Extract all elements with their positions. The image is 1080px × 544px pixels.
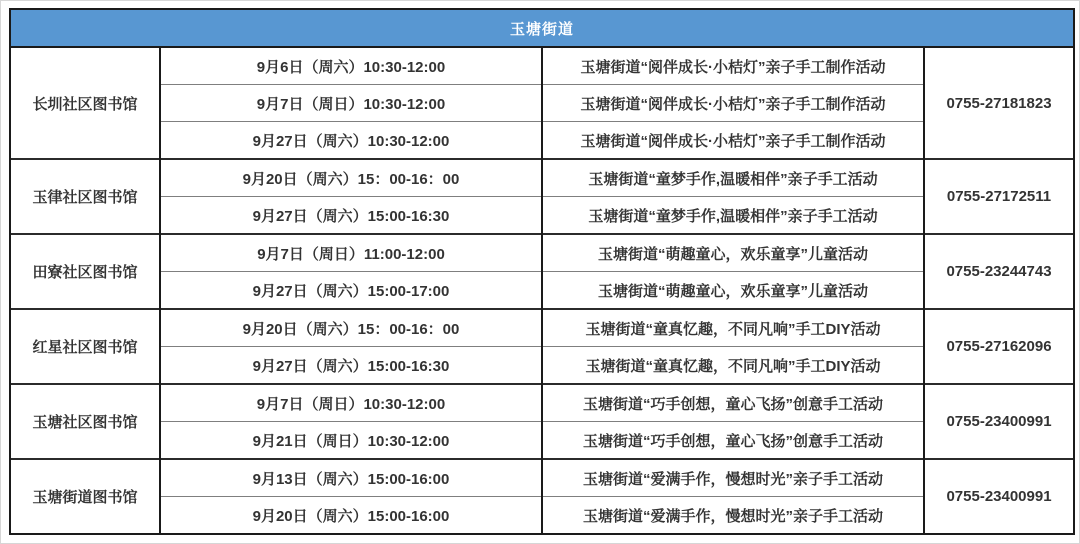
library-name-cell: 玉律社区图书馆 — [10, 159, 160, 234]
schedule-row — [10, 459, 1074, 497]
session-datetime-cell: 9月27日（周六）15:00-16:30 — [160, 197, 542, 235]
session-datetime-cell: 9月20日（周六）15：00-16：00 — [160, 159, 542, 197]
activity-name-cell: 玉塘街道“阅伴成长·小桔灯”亲子手工制作活动 — [542, 47, 924, 85]
table-body — [10, 47, 1074, 534]
phone-number-cell: 0755-27172511 — [924, 159, 1074, 234]
session-datetime-cell: 9月27日（周六）15:00-16:30 — [160, 347, 542, 385]
schedule-row — [10, 497, 1074, 535]
activity-name-cell: 玉塘街道“童梦手作,温暖相伴”亲子手工活动 — [542, 159, 924, 197]
schedule-row — [10, 347, 1074, 385]
schedule-row — [10, 159, 1074, 197]
session-datetime-cell: 9月7日（周日）11:00-12:00 — [160, 234, 542, 272]
schedule-row — [10, 122, 1074, 160]
activity-name-cell: 玉塘街道“萌趣童心，欢乐童享”儿童活动 — [542, 234, 924, 272]
activity-name-cell: 玉塘街道“阅伴成长·小桔灯”亲子手工制作活动 — [542, 122, 924, 160]
library-name-cell: 玉塘街道图书馆 — [10, 459, 160, 534]
schedule-row — [10, 85, 1074, 122]
activity-name-cell: 玉塘街道“巧手创想，童心飞扬”创意手工活动 — [542, 384, 924, 422]
schedule-row — [10, 422, 1074, 460]
library-name-cell: 红星社区图书馆 — [10, 309, 160, 384]
schedule-row — [10, 272, 1074, 310]
activity-name-cell: 玉塘街道“童梦手作,温暖相伴”亲子手工活动 — [542, 197, 924, 235]
schedule-row — [10, 384, 1074, 422]
schedule-row — [10, 47, 1074, 85]
library-name-cell: 玉塘社区图书馆 — [10, 384, 160, 459]
phone-number-cell: 0755-23400991 — [924, 384, 1074, 459]
activity-name-cell: 玉塘街道“萌趣童心，欢乐童享”儿童活动 — [542, 272, 924, 310]
session-datetime-cell: 9月27日（周六）15:00-17:00 — [160, 272, 542, 310]
schedule-row — [10, 309, 1074, 347]
session-datetime-cell: 9月7日（周日）10:30-12:00 — [160, 85, 542, 122]
session-datetime-cell: 9月6日（周六）10:30-12:00 — [160, 47, 542, 85]
phone-number-cell: 0755-27181823 — [924, 47, 1074, 159]
activity-name-cell: 玉塘街道“童真忆趣，不同凡响”手工DIY活动 — [542, 309, 924, 347]
library-name-cell: 长圳社区图书馆 — [10, 47, 160, 159]
activity-name-cell: 玉塘街道“阅伴成长·小桔灯”亲子手工制作活动 — [542, 85, 924, 122]
activity-schedule-table — [9, 8, 1075, 535]
schedule-row — [10, 234, 1074, 272]
session-datetime-cell: 9月21日（周日）10:30-12:00 — [160, 422, 542, 460]
schedule-row — [10, 197, 1074, 235]
phone-number-cell: 0755-23400991 — [924, 459, 1074, 534]
session-datetime-cell: 9月27日（周六）10:30-12:00 — [160, 122, 542, 160]
session-datetime-cell: 9月7日（周日）10:30-12:00 — [160, 384, 542, 422]
phone-number-cell: 0755-23244743 — [924, 234, 1074, 309]
activity-name-cell: 玉塘街道“爱满手作，慢想时光”亲子手工活动 — [542, 497, 924, 535]
library-name-cell: 田寮社区图书馆 — [10, 234, 160, 309]
activity-name-cell: 玉塘街道“巧手创想，童心飞扬”创意手工活动 — [542, 422, 924, 460]
session-datetime-cell: 9月20日（周六）15:00-16:00 — [160, 497, 542, 535]
session-datetime-cell: 9月13日（周六）15:00-16:00 — [160, 459, 542, 497]
activity-name-cell: 玉塘街道“童真忆趣，不同凡响”手工DIY活动 — [542, 347, 924, 385]
table-header-row — [10, 9, 1074, 47]
phone-number-cell: 0755-27162096 — [924, 309, 1074, 384]
table-title: 玉塘街道 — [10, 9, 1074, 47]
activity-name-cell: 玉塘街道“爱满手作，慢想时光”亲子手工活动 — [542, 459, 924, 497]
session-datetime-cell: 9月20日（周六）15：00-16：00 — [160, 309, 542, 347]
